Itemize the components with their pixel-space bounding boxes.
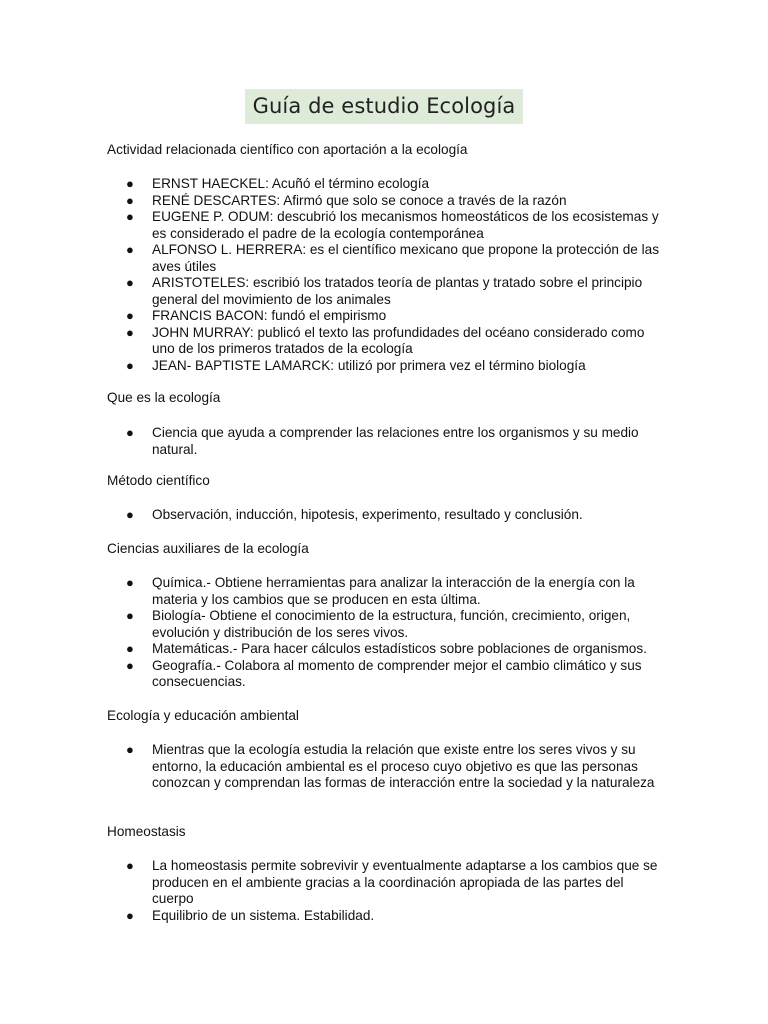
list-item-text: Equilibrio de un sistema. Estabilidad. [152, 907, 375, 923]
bullet-icon: ● [126, 242, 134, 257]
list-item-text: Matemáticas.- Para hacer cálculos estadísticos sobre poblaciones de organismos. [152, 641, 647, 656]
list-item-text: Biología- Obtiene el conocimiento de la estructura, función, crecimiento, origen, evolución y distribución de los seres vivos. [152, 608, 631, 640]
list-item [126, 325, 666, 358]
title-container [0, 89, 768, 124]
section-heading: Homeostasis [107, 824, 186, 839]
section-heading: Ecología y educación ambiental [107, 708, 299, 723]
bullet-list [126, 507, 666, 524]
section-heading: Que es la ecología [107, 390, 221, 405]
bullet-list [126, 575, 666, 691]
bullet-icon: ● [126, 507, 134, 522]
list-item-text: EUGENE P. ODUM: descubrió los mecanismos homeostáticos de los ecosistemas y es considerado el padre de la ecología contemporánea [152, 209, 659, 241]
bullet-icon: ● [126, 608, 134, 623]
list-item-text: ARISTOTELES: escribió los tratados teoría de plantas y tratado sobre el principio general del movimiento de los animales [152, 275, 643, 307]
list-item-text: Geografía.- Colabora al momento de comprender mejor el cambio climático y sus consecuencias. [152, 657, 642, 689]
list-item-text: FRANCIS BACON: fundó el empirismo [152, 308, 387, 323]
list-item-text: JOHN MURRAY: publicó el texto las profundidades del océano considerado como uno de los primeros tratados de la ecología [152, 324, 645, 356]
list-item [126, 209, 666, 242]
bullet-list [126, 742, 666, 792]
list-item [126, 658, 666, 691]
bullet-icon: ● [126, 357, 134, 373]
list-item-text: Ciencia que ayuda a comprender las relaciones entre los organismos y su medio natural. [152, 425, 639, 457]
section-heading: Actividad relacionada científico con aportación a la ecología [107, 142, 468, 157]
list-item [126, 742, 666, 792]
list-item [126, 575, 666, 608]
list-item-text: Química.- Obtiene herramientas para analizar la interacción de la energía con la materia y los cambios que se producen en esta última. [152, 575, 635, 607]
list-item [126, 858, 666, 908]
bullet-icon: ● [126, 858, 134, 873]
list-item-text: ALFONSO L. HERRERA: es el científico mexicano que propone la protección de las aves útiles [152, 242, 659, 274]
list-item [126, 908, 666, 925]
bullet-icon: ● [126, 324, 134, 340]
bullet-icon: ● [126, 742, 134, 757]
list-item [126, 308, 666, 325]
list-item [126, 641, 666, 658]
bullet-list [126, 176, 666, 374]
bullet-icon: ● [126, 657, 134, 673]
bullet-icon: ● [126, 641, 134, 656]
bullet-icon: ● [126, 907, 134, 923]
list-item [126, 608, 666, 641]
list-item [126, 242, 666, 275]
list-item [126, 507, 666, 524]
list-item [126, 193, 666, 210]
list-item [126, 275, 666, 308]
page-title: Guía de estudio Ecología [245, 89, 524, 124]
bullet-icon: ● [126, 308, 134, 323]
list-item-text: Observación, inducción, hipotesis, experimento, resultado y conclusión. [152, 507, 583, 522]
bullet-icon: ● [126, 425, 134, 440]
list-item [126, 176, 666, 193]
bullet-icon: ● [126, 176, 134, 191]
section-heading: Ciencias auxiliares de la ecología [107, 541, 309, 556]
bullet-icon: ● [126, 575, 134, 590]
list-item [126, 358, 666, 375]
list-item-text: Mientras que la ecología estudia la relación que existe entre los seres vivos y su entorno, la educación ambiental es el proceso cuyo objetivo es que las personas conozcan y comprendan las formas de interacción entre la sociedad y la naturaleza [152, 742, 655, 790]
list-item-text: La homeostasis permite sobrevivir y eventualmente adaptarse a los cambios que se producen en el ambiente gracias a la coordinación apropiada de las partes del cuerpo [152, 858, 658, 906]
bullet-list [126, 858, 666, 924]
bullet-icon: ● [126, 192, 134, 208]
list-item-text: JEAN- BAPTISTE LAMARCK: utilizó por primera vez el término biología [152, 357, 586, 373]
bullet-icon: ● [126, 275, 134, 290]
list-item-text: RENÉ DESCARTES: Afirmó que solo se conoce a través de la razón [152, 192, 567, 208]
list-item-text: ERNST HAECKEL: Acuñó el término ecología [152, 176, 430, 191]
bullet-list [126, 425, 666, 458]
section-heading: Método científico [107, 473, 210, 488]
list-item [126, 425, 666, 458]
bullet-icon: ● [126, 209, 134, 224]
